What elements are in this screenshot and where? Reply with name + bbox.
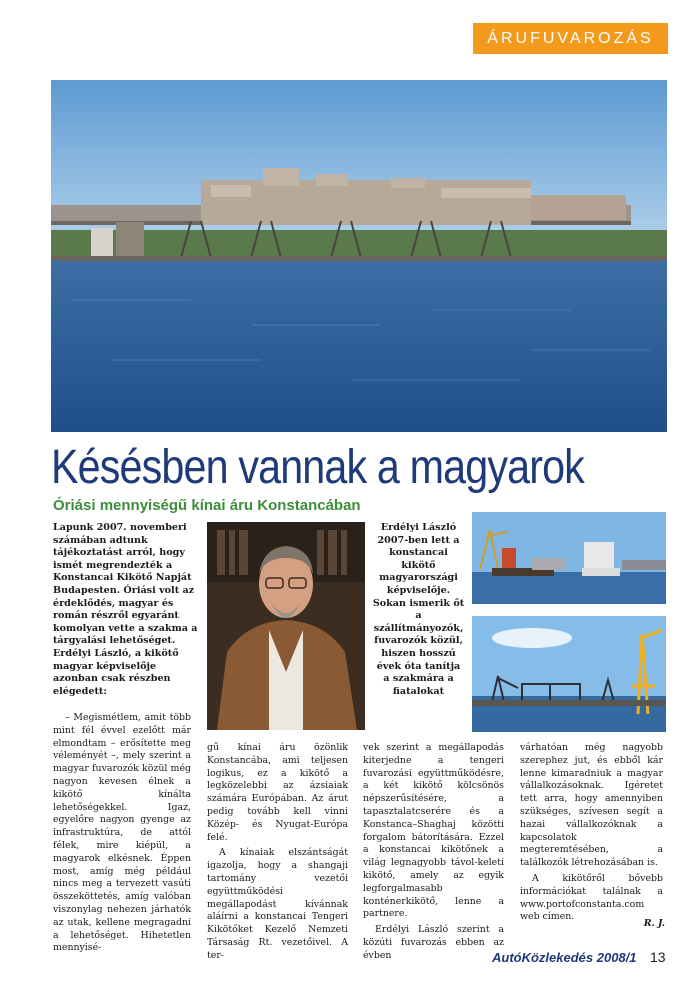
article-column-4 [520,742,663,927]
photo-caption: Erdélyi László 2007-ben lett a konstancai kikötő magyarországi képviselője. Sokan ismerik őt a szállítmányozók, fuvarozók közül, hiszen hosszú évek óta tanítja a szakmára a fiatalokat [372,522,465,697]
paragraph: gű kínai áru özönlik Konstancába, ami teljesen logikus, ez a kikötő a legközelebbi az ázsiaiak számára Európában. Az árut pedig tovább kell vinni Közép- és Nyugat-Európa felé. [207,742,348,843]
paragraph: várhatóan még nagyobb szerephez jut, és ebből kár lenne kimaradniuk a magyar vállalkozásoknak. Igéretet tett arra, hogy amennyiben szükséges, szívesen segít a hazai vállalkozóknak a kapcsolatok megteremtésében, a találkozók létrehozásában is. [520,742,663,869]
lead-paragraph: Lapunk 2007. novemberi számában adtunk tájékoztatást arról, hogy ismét megrendezték a Konstancai Kikötő Napját Budapesten. Óriási volt az érdeklődés, magyar és román részről egyaránt komolyan vette a szakma a tárgyalási lehetőséget. Erdélyi László, a kikötő magyar képviselője azonban csak részben elégedett: [53,522,198,697]
section-tag: ÁRUFUVAROZÁS [473,23,668,54]
paragraph: – Megismétlem, amit több mint fél évvel ezelőtt már elmondtam – erősítette meg véleményét –, mely szerint a magyar fuvarozók közül még nagyon kevesen élnek a kikötő kínálta lehetőségekkel. Igaz, egyelőre nagyon gyenge az infrastruktúra, de attól félek, mire kiépül, a magyarok elkésnek. Éppen most, amíg még például nincs meg a tervezett vasúti összeköttetés, amíg valóban viszonylag nehezen járhatók az utak, kellene megragadni a lehetőséget. Hihetetlen mennyisé- [53,712,191,954]
harbor-photo [51,80,667,432]
paragraph: vek szerint a megállapodás kiterjedne a tengeri fuvarozási együttműködésre, a két kikötő kölcsönös népszerűsítésére, a tapasztalatcserére és a Konstanca–Shaghaj közötti forgalom bátorítására. Ezzel a konstancai kikötőnek a világ legnagyobb távol-keleti kikötő, amely az egyik legforgalmasabb konténerkikötő, lenne a partnere. [363,742,504,920]
portrait-photo [207,522,365,730]
headline: Késésben vannak a magyarok [51,441,584,494]
paragraph: A kikötőről bővebb információkat találnak a www.portofconstanta.com web címen. [520,872,663,923]
paragraph: Erdélyi László szerint a közúti fuvarozás ebben az évben [363,924,504,961]
article-column-1 [53,712,191,958]
ship-photo [472,512,666,604]
magazine-issue: AutóKözlekedés 2008/1 [492,950,637,965]
crane-photo [472,616,666,732]
subheadline: Óriási mennyiségű kínai áru Konstancában [53,497,361,514]
page-number: 13 [650,949,666,965]
article-column-2 [207,742,348,966]
article-column-3 [363,742,504,966]
author-signature: R. J. [643,918,665,929]
paragraph: A kínaiak elszántságát igazolja, hogy a shangaji tartomány vezetői együttműködési megállapodást kívánnak aláírni a konstancai Tengeri Kikötőket Kezelő Nemzeti Társaság Rt. vezetőivel. A ter- [207,847,348,961]
